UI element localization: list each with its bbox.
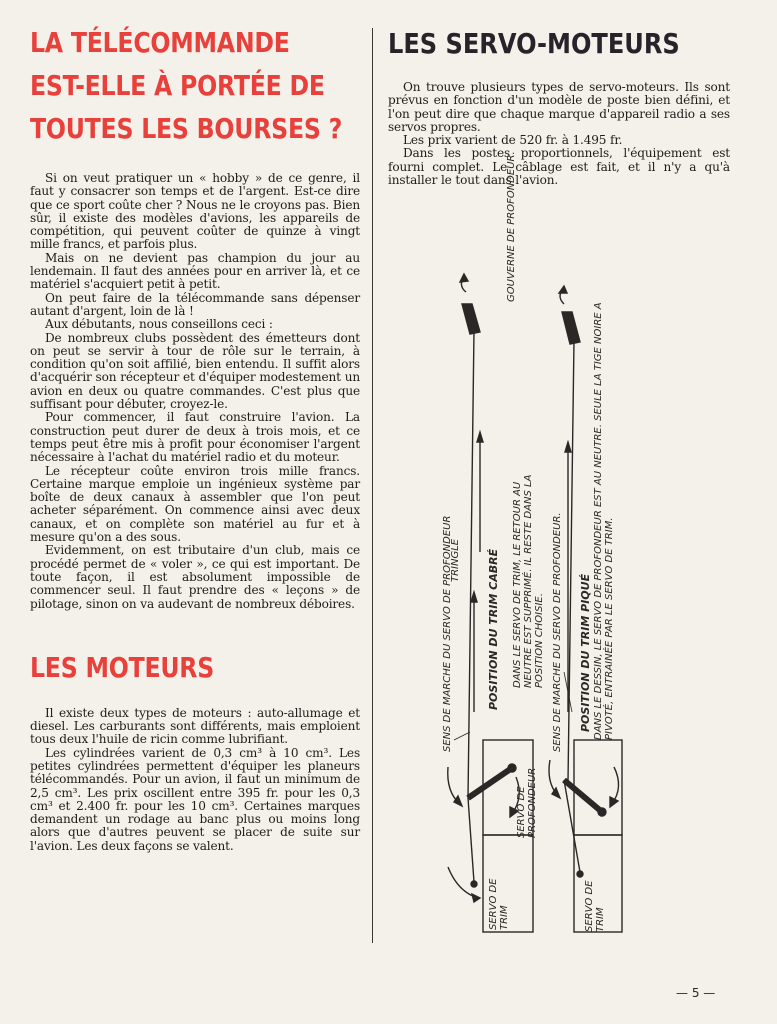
label-position-cabre: POSITION DU TRIM CABRÉ — [487, 548, 500, 710]
section-1-title-line-1: LA TÉLÉCOMMANDE — [30, 27, 290, 59]
section-1-body — [30, 172, 360, 611]
pushrod-right — [568, 340, 574, 782]
paragraph: Dans les postes proportionnels, l'équipement est fourni complet. Le câblage est fait, et il n'y a qu'à installer le tout dans l'avion. — [388, 146, 730, 188]
elevator-left — [462, 304, 480, 334]
column-divider — [372, 28, 373, 943]
servo-arm-left — [468, 768, 512, 798]
label-tringle: TRINGLE — [450, 538, 461, 582]
paragraph: Il existe deux types de moteurs : auto-allumage et diesel. Les carburants sont différents, mais emploient tous deux l'huile de ricin comme lubrifiant. — [30, 705, 360, 747]
paragraph: On peut faire de la télécommande sans dépenser autant d'argent, loin de là ! — [30, 290, 360, 318]
paragraph: Aux débutants, nous conseillons ceci : — [45, 317, 273, 332]
label-servo-trim-right: SERVO DE TRIM — [584, 880, 606, 932]
section-3-title: LES SERVO-MOTEURS — [388, 27, 680, 60]
label-sens-servo-1: SENS DE MARCHE DU SERVO DE PROFONDEUR — [442, 515, 453, 752]
section-1-title-line-3: TOUTES LES BOURSES ? — [30, 113, 343, 145]
section-2-body — [30, 707, 360, 853]
section-2-title: LES MOTEURS — [30, 651, 215, 684]
paragraph: Evidemment, on est tributaire d'un club, mais ce procédé permet de « voler », ce qui est important. De toute façon, il est absolument impossible de commencer seul. Il faut prendre des « leçons » de pilotage, sinon on va audevant de nombreux déboires. — [30, 543, 360, 611]
section-1-heading — [30, 22, 360, 172]
servo-arm-right — [564, 780, 602, 812]
right-column — [388, 22, 730, 187]
section-3-body — [388, 81, 730, 187]
label-note-pique: DANS LE DESSIN, LE SERVO DE PROFONDEUR EST AU NEUTRE. SEULE LA TIGE NOIRE A PIVOTÉ, ENTRAINÉE PAR LE SERVO DE TRIM. — [593, 302, 615, 740]
paragraph: On trouve plusieurs types de servo-moteurs. Ils sont prévus en fonction d'un modèle de poste bien défini, et l'on peut dire que chaque marque d'appareil radio a ses servos propres. — [388, 80, 730, 134]
label-note-cabre: DANS LE SERVO DE TRIM, LE RETOUR AU NEUTRE EST SUPPRIMÉ. IL RESTE DANS LA POSITION CHOISIE. — [512, 474, 545, 688]
paragraph: De nombreux clubs possèdent des émetteurs dont on peut se servir à tour de rôle sur le terrain, à condition qu'on soit affilié, bien entendu. Il suffit alors d'acquérir son récepteur et d'équiper modestement un avion en deux ou quatre commandes. C'est plus que suffisant pour débuter, croyez-le. — [30, 330, 360, 412]
paragraph: Si on veut pratiquer un « hobby » de ce genre, il faut y consacrer son temps et de l'argent. Est-ce dire que ce sport coûte cher ? Nous ne le croyons pas. Bien sûr, il existe des modèles d'avions, les appareils de compétition, qui peuvent coûter de quinze à vingt mille francs, et parfois plus. — [30, 171, 360, 252]
paragraph: Le récepteur coûte environ trois mille francs. Certaine marque emploie un ingénieux système par boîte de deux canaux à assembler que l'on peut acheter séparément. On commence ainsi avec deux canaux, et on complète son matériel au fur et à mesure qu'on a des sous. — [30, 463, 360, 545]
section-1-title-line-2: EST-ELLE À PORTÉE DE — [30, 70, 325, 102]
paragraph: Les prix varient de 520 fr. à 1.495 fr. — [403, 133, 623, 148]
left-column — [30, 22, 360, 853]
label-sens-servo-2: SENS DE MARCHE DU SERVO DE PROFONDEUR. — [552, 512, 563, 752]
label-servo-profondeur: SERVO DE PROFONDEUR — [516, 767, 538, 838]
paragraph: Mais on ne devient pas champion du jour au lendemain. Il faut des années pour en arriver là, et ce matériel s'acquiert petit à petit. — [30, 250, 360, 292]
paragraph: Les cylindrées varient de 0,3 cm³ à 10 cm³. Les petites cylindrées permettent d'équiper les planeurs télécommandés. Pour un avion, il faut un minimum de 2,5 cm³. Les prix oscillent entre 395 fr. pour les 0,3 cm³ et 2.400 fr. pour les 10 cm³. Certaines marques demandent un rodage au banc plus ou moins long alors que d'autres peuvent se placer de suite sur l'avion. Les deux façons se valent. — [30, 745, 360, 853]
pushrod-left — [468, 330, 474, 798]
page-number: — 5 — — [676, 986, 716, 1000]
trim-rod-left — [468, 798, 474, 882]
elevator-right — [562, 312, 580, 344]
paragraph: Pour commencer, il faut construire l'avion. La construction peut durer de deux à trois mois, et ce temps peut être mis à profit pour économiser l'argent nécessaire à l'achat du matériel radio et du moteur. — [30, 410, 360, 465]
label-position-pique: POSITION DU TRIM PIQUÉ — [579, 573, 592, 732]
section-2-heading — [30, 647, 360, 707]
servo-profondeur-box-right — [574, 740, 622, 835]
label-gouverne: GOUVERNE DE PROFONDEUR. — [506, 151, 517, 302]
label-servo-trim-left: SERVO DE TRIM — [488, 878, 510, 930]
